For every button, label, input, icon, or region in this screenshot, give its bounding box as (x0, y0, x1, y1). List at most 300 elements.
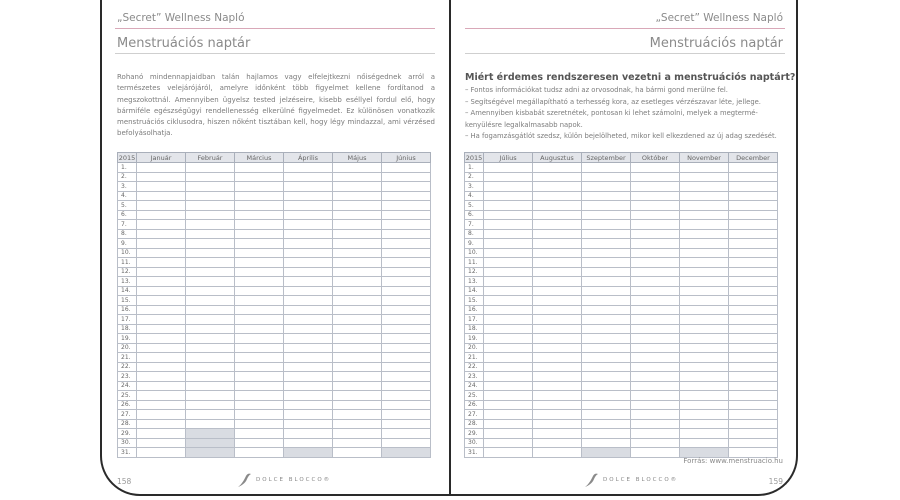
day-cell[interactable] (137, 419, 186, 429)
day-cell[interactable] (284, 296, 333, 306)
day-cell[interactable] (631, 324, 680, 334)
day-cell[interactable] (137, 239, 186, 249)
day-cell[interactable] (186, 419, 235, 429)
day-cell[interactable] (484, 438, 533, 448)
day-cell[interactable] (631, 191, 680, 201)
day-cell[interactable] (631, 429, 680, 439)
day-cell[interactable] (631, 334, 680, 344)
day-cell[interactable] (186, 267, 235, 277)
day-cell[interactable] (680, 381, 729, 391)
day-cell[interactable] (484, 210, 533, 220)
day-cell[interactable] (333, 410, 382, 420)
day-cell[interactable] (533, 163, 582, 173)
day-cell[interactable] (533, 191, 582, 201)
day-cell[interactable] (235, 248, 284, 258)
day-cell[interactable] (582, 258, 631, 268)
day-cell[interactable] (235, 410, 284, 420)
day-cell[interactable] (284, 163, 333, 173)
day-cell[interactable] (235, 400, 284, 410)
day-cell[interactable] (484, 277, 533, 287)
day-cell[interactable] (680, 248, 729, 258)
day-cell[interactable] (137, 400, 186, 410)
day-cell[interactable] (680, 182, 729, 192)
day-cell[interactable] (680, 277, 729, 287)
day-cell[interactable] (137, 391, 186, 401)
day-cell[interactable] (533, 172, 582, 182)
day-cell[interactable] (533, 410, 582, 420)
day-cell[interactable] (582, 438, 631, 448)
day-cell[interactable] (235, 353, 284, 363)
day-cell[interactable] (729, 391, 778, 401)
day-cell[interactable] (382, 410, 431, 420)
day-cell[interactable] (235, 163, 284, 173)
day-cell[interactable] (582, 391, 631, 401)
day-cell[interactable] (533, 324, 582, 334)
day-cell[interactable] (333, 400, 382, 410)
day-cell[interactable] (382, 277, 431, 287)
day-cell[interactable] (484, 296, 533, 306)
day-cell[interactable] (186, 334, 235, 344)
day-cell[interactable] (680, 258, 729, 268)
day-cell[interactable] (333, 334, 382, 344)
day-cell[interactable] (533, 210, 582, 220)
day-cell[interactable] (533, 429, 582, 439)
day-cell[interactable] (382, 324, 431, 334)
day-cell[interactable] (680, 343, 729, 353)
day-cell[interactable] (333, 305, 382, 315)
day-cell[interactable] (729, 172, 778, 182)
day-cell[interactable] (533, 400, 582, 410)
day-cell[interactable] (137, 277, 186, 287)
day-cell[interactable] (533, 362, 582, 372)
day-cell[interactable] (729, 315, 778, 325)
day-cell[interactable] (582, 400, 631, 410)
day-cell[interactable] (235, 429, 284, 439)
day-cell[interactable] (631, 362, 680, 372)
day-cell[interactable] (137, 201, 186, 211)
day-cell[interactable] (284, 220, 333, 230)
day-cell[interactable] (533, 438, 582, 448)
day-cell[interactable] (533, 220, 582, 230)
day-cell[interactable] (382, 429, 431, 439)
day-cell[interactable] (333, 448, 382, 458)
day-cell[interactable] (333, 315, 382, 325)
day-cell[interactable] (582, 191, 631, 201)
day-cell[interactable] (382, 372, 431, 382)
day-cell[interactable] (235, 239, 284, 249)
day-cell[interactable] (284, 191, 333, 201)
day-cell[interactable] (729, 381, 778, 391)
day-cell[interactable] (186, 286, 235, 296)
day-cell[interactable] (284, 343, 333, 353)
day-cell[interactable] (235, 258, 284, 268)
day-cell[interactable] (284, 267, 333, 277)
day-cell[interactable] (631, 220, 680, 230)
day-cell[interactable] (333, 277, 382, 287)
day-cell[interactable] (729, 286, 778, 296)
day-cell[interactable] (382, 305, 431, 315)
day-cell[interactable] (680, 239, 729, 249)
day-cell[interactable] (382, 296, 431, 306)
day-cell[interactable] (680, 410, 729, 420)
day-cell[interactable] (729, 229, 778, 239)
day-cell[interactable] (582, 248, 631, 258)
day-cell[interactable] (582, 286, 631, 296)
day-cell[interactable] (680, 324, 729, 334)
day-cell[interactable] (333, 324, 382, 334)
day-cell[interactable] (284, 391, 333, 401)
day-cell[interactable] (484, 182, 533, 192)
day-cell[interactable] (631, 210, 680, 220)
day-cell[interactable] (484, 410, 533, 420)
day-cell[interactable] (582, 172, 631, 182)
day-cell[interactable] (680, 334, 729, 344)
day-cell[interactable] (729, 448, 778, 458)
day-cell[interactable] (382, 239, 431, 249)
day-cell[interactable] (484, 229, 533, 239)
day-cell[interactable] (137, 334, 186, 344)
day-cell[interactable] (533, 448, 582, 458)
day-cell[interactable] (235, 381, 284, 391)
day-cell[interactable] (631, 239, 680, 249)
day-cell[interactable] (582, 220, 631, 230)
day-cell[interactable] (284, 381, 333, 391)
day-cell[interactable] (382, 201, 431, 211)
day-cell[interactable] (631, 381, 680, 391)
day-cell[interactable] (582, 267, 631, 277)
day-cell[interactable] (582, 429, 631, 439)
day-cell[interactable] (284, 419, 333, 429)
day-cell[interactable] (533, 277, 582, 287)
day-cell[interactable] (235, 343, 284, 353)
day-cell[interactable] (333, 391, 382, 401)
day-cell[interactable] (484, 343, 533, 353)
day-cell[interactable] (729, 362, 778, 372)
day-cell[interactable] (484, 381, 533, 391)
day-cell[interactable] (382, 315, 431, 325)
day-cell[interactable] (582, 201, 631, 211)
day-cell[interactable] (484, 172, 533, 182)
day-cell[interactable] (284, 286, 333, 296)
day-cell[interactable] (729, 419, 778, 429)
day-cell[interactable] (186, 324, 235, 334)
day-cell[interactable] (582, 410, 631, 420)
day-cell[interactable] (284, 239, 333, 249)
day-cell[interactable] (235, 334, 284, 344)
day-cell[interactable] (186, 372, 235, 382)
day-cell[interactable] (533, 305, 582, 315)
day-cell[interactable] (137, 410, 186, 420)
day-cell[interactable] (235, 182, 284, 192)
day-cell[interactable] (631, 353, 680, 363)
day-cell[interactable] (382, 438, 431, 448)
day-cell[interactable] (582, 239, 631, 249)
day-cell[interactable] (582, 419, 631, 429)
day-cell[interactable] (582, 182, 631, 192)
day-cell[interactable] (729, 400, 778, 410)
day-cell[interactable] (533, 229, 582, 239)
day-cell[interactable] (533, 239, 582, 249)
day-cell[interactable] (235, 448, 284, 458)
day-cell[interactable] (631, 315, 680, 325)
day-cell[interactable] (680, 191, 729, 201)
day-cell[interactable] (382, 362, 431, 372)
day-cell[interactable] (137, 191, 186, 201)
day-cell[interactable] (382, 229, 431, 239)
day-cell[interactable] (284, 201, 333, 211)
day-cell[interactable] (680, 220, 729, 230)
day-cell[interactable] (533, 201, 582, 211)
day-cell[interactable] (729, 334, 778, 344)
day-cell[interactable] (631, 248, 680, 258)
day-cell[interactable] (333, 267, 382, 277)
day-cell[interactable] (235, 277, 284, 287)
day-cell[interactable] (333, 438, 382, 448)
day-cell[interactable] (137, 220, 186, 230)
day-cell[interactable] (484, 220, 533, 230)
day-cell[interactable] (533, 267, 582, 277)
day-cell[interactable] (680, 267, 729, 277)
day-cell[interactable] (680, 163, 729, 173)
day-cell[interactable] (137, 229, 186, 239)
day-cell[interactable] (729, 201, 778, 211)
day-cell[interactable] (582, 210, 631, 220)
day-cell[interactable] (680, 372, 729, 382)
day-cell[interactable] (382, 419, 431, 429)
day-cell[interactable] (631, 201, 680, 211)
day-cell[interactable] (333, 172, 382, 182)
day-cell[interactable] (484, 324, 533, 334)
day-cell[interactable] (186, 362, 235, 372)
day-cell[interactable] (284, 277, 333, 287)
day-cell[interactable] (382, 210, 431, 220)
day-cell[interactable] (680, 296, 729, 306)
day-cell[interactable] (186, 220, 235, 230)
day-cell[interactable] (137, 324, 186, 334)
day-cell[interactable] (333, 248, 382, 258)
day-cell[interactable] (333, 362, 382, 372)
day-cell[interactable] (235, 372, 284, 382)
day-cell[interactable] (137, 182, 186, 192)
day-cell[interactable] (382, 334, 431, 344)
day-cell[interactable] (382, 391, 431, 401)
day-cell[interactable] (631, 258, 680, 268)
day-cell[interactable] (137, 258, 186, 268)
day-cell[interactable] (631, 438, 680, 448)
day-cell[interactable] (582, 315, 631, 325)
day-cell[interactable] (382, 343, 431, 353)
day-cell[interactable] (680, 429, 729, 439)
day-cell[interactable] (484, 448, 533, 458)
day-cell[interactable] (533, 343, 582, 353)
day-cell[interactable] (137, 210, 186, 220)
day-cell[interactable] (533, 381, 582, 391)
day-cell[interactable] (729, 220, 778, 230)
day-cell[interactable] (582, 343, 631, 353)
day-cell[interactable] (235, 172, 284, 182)
day-cell[interactable] (631, 419, 680, 429)
day-cell[interactable] (235, 305, 284, 315)
day-cell[interactable] (137, 315, 186, 325)
day-cell[interactable] (582, 277, 631, 287)
day-cell[interactable] (333, 286, 382, 296)
day-cell[interactable] (333, 381, 382, 391)
day-cell[interactable] (484, 163, 533, 173)
day-cell[interactable] (680, 353, 729, 363)
day-cell[interactable] (484, 353, 533, 363)
day-cell[interactable] (137, 296, 186, 306)
day-cell[interactable] (729, 324, 778, 334)
day-cell[interactable] (333, 220, 382, 230)
day-cell[interactable] (631, 163, 680, 173)
day-cell[interactable] (284, 438, 333, 448)
day-cell[interactable] (382, 258, 431, 268)
day-cell[interactable] (533, 258, 582, 268)
day-cell[interactable] (533, 353, 582, 363)
day-cell[interactable] (186, 343, 235, 353)
day-cell[interactable] (235, 296, 284, 306)
day-cell[interactable] (729, 163, 778, 173)
day-cell[interactable] (186, 258, 235, 268)
day-cell[interactable] (631, 372, 680, 382)
day-cell[interactable] (137, 362, 186, 372)
day-cell[interactable] (235, 324, 284, 334)
day-cell[interactable] (582, 353, 631, 363)
day-cell[interactable] (729, 239, 778, 249)
day-cell[interactable] (137, 305, 186, 315)
day-cell[interactable] (186, 163, 235, 173)
day-cell[interactable] (582, 296, 631, 306)
day-cell[interactable] (333, 229, 382, 239)
day-cell[interactable] (484, 372, 533, 382)
day-cell[interactable] (484, 305, 533, 315)
day-cell[interactable] (382, 267, 431, 277)
day-cell[interactable] (186, 172, 235, 182)
day-cell[interactable] (484, 248, 533, 258)
day-cell[interactable] (582, 229, 631, 239)
day-cell[interactable] (729, 182, 778, 192)
day-cell[interactable] (533, 391, 582, 401)
day-cell[interactable] (333, 343, 382, 353)
day-cell[interactable] (729, 210, 778, 220)
day-cell[interactable] (235, 267, 284, 277)
day-cell[interactable] (137, 343, 186, 353)
day-cell[interactable] (235, 229, 284, 239)
day-cell[interactable] (284, 334, 333, 344)
day-cell[interactable] (729, 258, 778, 268)
day-cell[interactable] (631, 305, 680, 315)
day-cell[interactable] (235, 391, 284, 401)
day-cell[interactable] (186, 305, 235, 315)
day-cell[interactable] (382, 353, 431, 363)
day-cell[interactable] (235, 201, 284, 211)
day-cell[interactable] (284, 353, 333, 363)
day-cell[interactable] (186, 353, 235, 363)
day-cell[interactable] (333, 191, 382, 201)
day-cell[interactable] (333, 210, 382, 220)
day-cell[interactable] (333, 258, 382, 268)
day-cell[interactable] (333, 182, 382, 192)
day-cell[interactable] (680, 172, 729, 182)
day-cell[interactable] (533, 182, 582, 192)
day-cell[interactable] (333, 429, 382, 439)
day-cell[interactable] (533, 296, 582, 306)
day-cell[interactable] (533, 372, 582, 382)
day-cell[interactable] (284, 410, 333, 420)
day-cell[interactable] (137, 267, 186, 277)
day-cell[interactable] (284, 305, 333, 315)
day-cell[interactable] (137, 248, 186, 258)
day-cell[interactable] (631, 391, 680, 401)
day-cell[interactable] (680, 201, 729, 211)
day-cell[interactable] (484, 362, 533, 372)
day-cell[interactable] (333, 239, 382, 249)
day-cell[interactable] (284, 362, 333, 372)
day-cell[interactable] (533, 286, 582, 296)
day-cell[interactable] (729, 353, 778, 363)
day-cell[interactable] (631, 286, 680, 296)
day-cell[interactable] (186, 210, 235, 220)
day-cell[interactable] (631, 229, 680, 239)
day-cell[interactable] (631, 343, 680, 353)
day-cell[interactable] (680, 229, 729, 239)
day-cell[interactable] (333, 353, 382, 363)
day-cell[interactable] (533, 315, 582, 325)
day-cell[interactable] (680, 438, 729, 448)
day-cell[interactable] (533, 419, 582, 429)
day-cell[interactable] (284, 172, 333, 182)
day-cell[interactable] (582, 163, 631, 173)
day-cell[interactable] (186, 191, 235, 201)
day-cell[interactable] (284, 324, 333, 334)
day-cell[interactable] (533, 334, 582, 344)
day-cell[interactable] (631, 296, 680, 306)
day-cell[interactable] (729, 277, 778, 287)
day-cell[interactable] (729, 372, 778, 382)
day-cell[interactable] (729, 429, 778, 439)
day-cell[interactable] (186, 277, 235, 287)
day-cell[interactable] (235, 315, 284, 325)
day-cell[interactable] (333, 163, 382, 173)
day-cell[interactable] (186, 248, 235, 258)
day-cell[interactable] (680, 400, 729, 410)
day-cell[interactable] (235, 286, 284, 296)
day-cell[interactable] (484, 400, 533, 410)
day-cell[interactable] (631, 400, 680, 410)
day-cell[interactable] (484, 391, 533, 401)
day-cell[interactable] (284, 429, 333, 439)
day-cell[interactable] (186, 400, 235, 410)
day-cell[interactable] (382, 400, 431, 410)
day-cell[interactable] (235, 362, 284, 372)
day-cell[interactable] (382, 163, 431, 173)
day-cell[interactable] (382, 248, 431, 258)
day-cell[interactable] (382, 220, 431, 230)
day-cell[interactable] (729, 248, 778, 258)
day-cell[interactable] (382, 172, 431, 182)
day-cell[interactable] (186, 296, 235, 306)
day-cell[interactable] (284, 182, 333, 192)
day-cell[interactable] (186, 239, 235, 249)
day-cell[interactable] (680, 391, 729, 401)
day-cell[interactable] (333, 372, 382, 382)
day-cell[interactable] (484, 334, 533, 344)
day-cell[interactable] (631, 277, 680, 287)
day-cell[interactable] (284, 229, 333, 239)
day-cell[interactable] (186, 182, 235, 192)
day-cell[interactable] (284, 258, 333, 268)
day-cell[interactable] (137, 429, 186, 439)
